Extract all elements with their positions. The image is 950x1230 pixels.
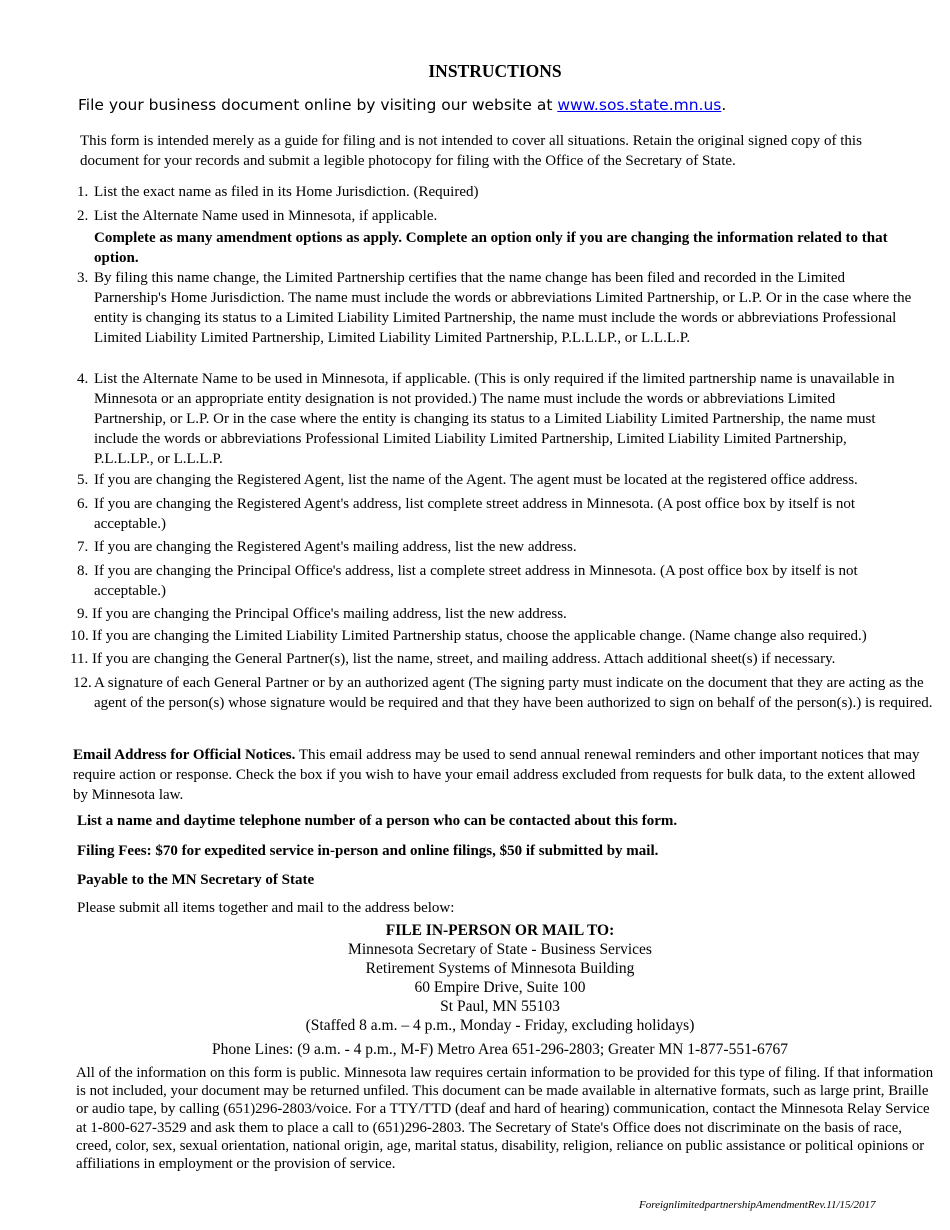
- website-link[interactable]: www.sos.state.mn.us: [557, 96, 722, 114]
- item-number: 1.: [77, 184, 89, 200]
- item-9: If you are changing the Principal Office's mailing address, list the new address.: [92, 606, 567, 622]
- email-heading: Email Address for Official Notices.: [73, 747, 296, 763]
- item-number: 10.: [70, 628, 89, 644]
- fees-line: Filing Fees: $70 for expedited service in-person and online filings, $50 if submitted by mail.: [77, 843, 659, 859]
- submit-line: Please submit all items together and mail to the address below:: [77, 900, 455, 916]
- online-suffix: .: [721, 96, 727, 114]
- item-3: By filing this name change, the Limited Partnership certifies that the name change has been filed and recorded in the Limited Parnership's Home Jurisdiction. The name must include the words or abbreviations Limited Partnership, or L.P. Or in the case where the entity is changing its status to a Limited Liability Limited Partnership, the name must include the words or abbreviations Professional Limited Liability Limited Partnership, Limited Liability Limited Partnership, P.L.L.LP., or L.L.L.P.: [94, 270, 912, 346]
- item-4: List the Alternate Name to be used in Minnesota, if applicable. (This is only required if the limited partnership name is unavailable in Minnesota or an appropriate entity designation is not provided.) The name must include the words or abbreviations Limited Partnership, or L.P. Or in the case where the entity is changing its status to a Limited Liability Limited Partnership, the name must include the words or abbreviations Professional Limited Liability Limited Partnership, Limited Liability Limited Partnership, P.L.L.LP., or L.L.L.P.: [94, 371, 895, 467]
- email-paragraph: [73, 745, 931, 805]
- item-8: If you are changing the Principal Office's address, list a complete street address in Minnesota. (A post office box by itself is not acceptable.): [94, 563, 858, 599]
- online-prefix: File your business document online by visiting our website at: [78, 96, 558, 114]
- phone-line: Phone Lines: (9 a.m. - 4 p.m., M-F) Metro Area 651-296-2803; Greater MN 1-877-551-6767: [212, 1041, 788, 1058]
- address-line: Retirement Systems of Minnesota Building: [365, 960, 635, 977]
- item-number: 8.: [77, 563, 89, 579]
- item-number: 4.: [77, 371, 89, 387]
- item-1: List the exact name as filed in its Home Jurisdiction. (Required): [94, 184, 479, 200]
- address-line: 60 Empire Drive, Suite 100: [414, 979, 586, 996]
- page-title: INSTRUCTIONS: [428, 61, 562, 81]
- revision-label: ForeignlimitedpartnershipAmendmentRev.11/15/2017: [639, 1199, 876, 1211]
- footer-paragraph: All of the information on this form is public. Minnesota law requires certain information to be provided for this type of filing. If that information is not included, your document may be returned unfiled. This document can be made available in alternative formats, such as large print, Braille or audio tape, by calling (651)296-2803/voice. For a TTY/TTD (deaf and hard of hearing) communication, contact the Minnesota Relay Service at 1-800-627-3529 and ask them to place a call to (651)296-2803. The Secretary of State's Office does not discriminate on the basis of race, creed, color, sex, sexual orientation, national origin, age, marital status, disability, religion, reliance on public assistance or political opinions or affiliations in employment or the provision of service.: [76, 1065, 934, 1173]
- item-number: 3.: [77, 270, 89, 286]
- item-number: 2.: [77, 208, 89, 224]
- online-filing-line: [78, 96, 726, 114]
- item-5: If you are changing the Registered Agent, list the name of the Agent. The agent must be located at the registered office address.: [94, 472, 858, 488]
- item-6: If you are changing the Registered Agent's address, list complete street address in Minnesota. (A post office box by itself is not acceptable.): [94, 496, 856, 532]
- address-line: Minnesota Secretary of State - Business Services: [348, 941, 652, 958]
- item-number: 9.: [77, 606, 89, 622]
- item-2: List the Alternate Name used in Minnesota, if applicable.: [94, 208, 438, 224]
- item-number: 12.: [73, 675, 92, 691]
- intro-paragraph: This form is intended merely as a guide for filing and is not intended to cover all situations. Retain the original signed copy of this document for your records and submit a legible photocopy for filing with the Office of the Secretary of State.: [80, 133, 862, 169]
- hours-line: (Staffed 8 a.m. – 4 p.m., Monday - Friday, excluding holidays): [305, 1017, 695, 1034]
- item-10: If you are changing the Limited Liability Limited Partnership status, choose the applicable change. (Name change also required.): [92, 628, 867, 644]
- payable-line: Payable to the MN Secretary of State: [77, 872, 315, 888]
- item-number: 6.: [77, 496, 89, 512]
- item-number: 7.: [77, 539, 89, 555]
- email-text: This email address may be used to send annual renewal reminders and other important notices that may require action or response. Check the box if you wish to have your email address excluded from requests for bulk data, to the extent allowed by Minnesota law.: [73, 747, 920, 803]
- item-7: If you are changing the Registered Agent's mailing address, list the new address.: [94, 539, 577, 555]
- amendment-note: Complete as many amendment options as apply. Complete an option only if you are changing the information related to that option.: [94, 230, 888, 266]
- item-11: If you are changing the General Partner(s), list the name, street, and mailing address. Attach additional sheet(s) if necessary.: [92, 651, 836, 667]
- item-12: A signature of each General Partner or by an authorized agent (The signing party must indicate on the document that they are acting as the agent of the person(s) whose signature would be required and that they have been authorized to sign on behalf of the person(s).) is required.: [94, 675, 933, 711]
- item-number: 5.: [77, 472, 89, 488]
- contact-line: List a name and daytime telephone number of a person who can be contacted about this form.: [77, 813, 678, 829]
- address-line: St Paul, MN 55103: [440, 998, 560, 1015]
- item-number: 11.: [70, 651, 89, 667]
- address-heading: FILE IN-PERSON OR MAIL TO:: [385, 922, 615, 939]
